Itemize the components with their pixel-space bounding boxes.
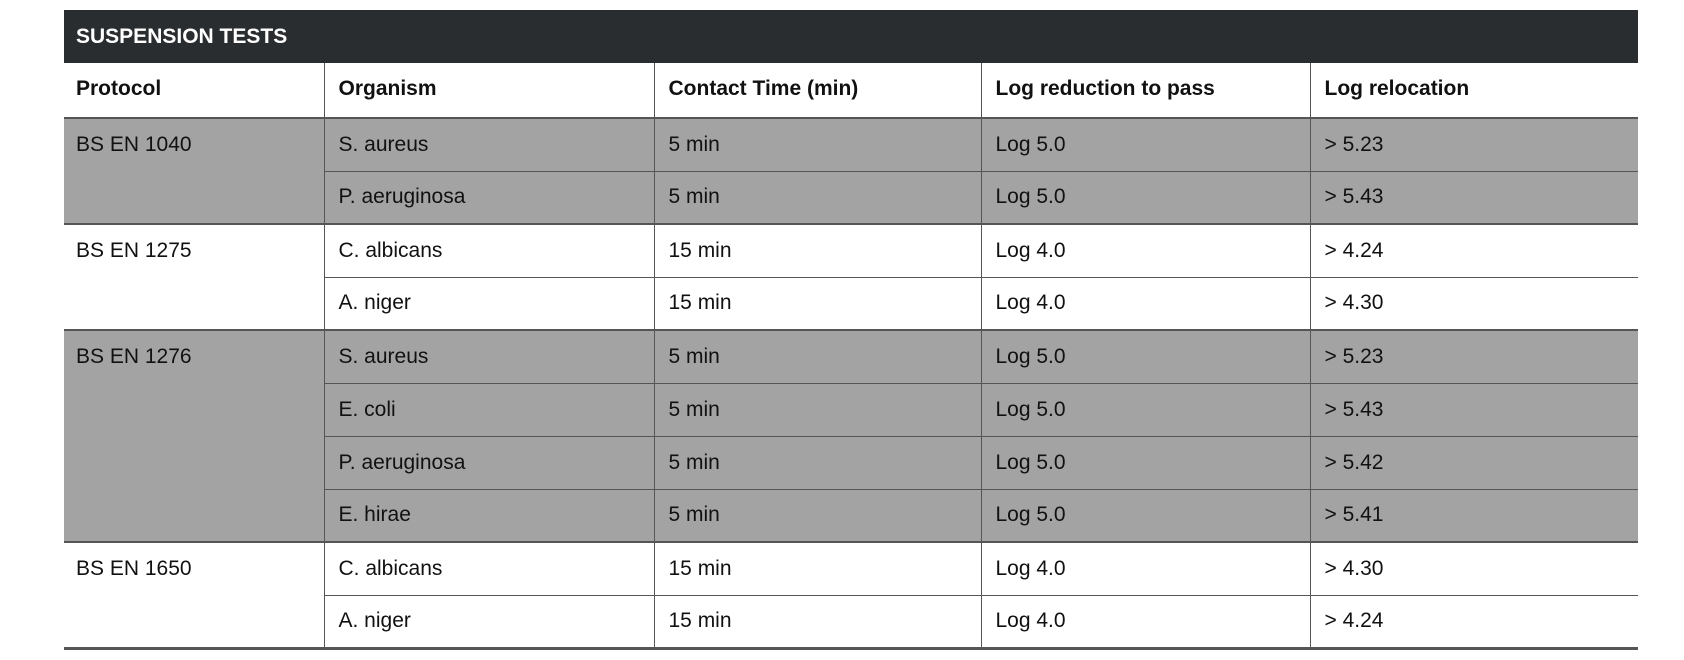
contact-time-cell: 15 min: [654, 542, 981, 595]
log-reduction-cell: Log 4.0: [981, 277, 1310, 330]
header-row: [64, 63, 1638, 118]
log-relocation-cell: > 5.42: [1310, 436, 1638, 489]
organism-cell: C. albicans: [324, 542, 654, 595]
header-contact-time: Contact Time (min): [654, 63, 981, 118]
suspension-tests-table: [64, 63, 1638, 650]
header-organism: Organism: [324, 63, 654, 118]
log-relocation-cell: > 5.41: [1310, 489, 1638, 542]
log-relocation-cell: > 4.30: [1310, 542, 1638, 595]
log-reduction-cell: Log 5.0: [981, 383, 1310, 436]
contact-time-cell: 5 min: [654, 489, 981, 542]
header-log-reduction: Log reduction to pass: [981, 63, 1310, 118]
organism-cell: P. aeruginosa: [324, 436, 654, 489]
organism-cell: S. aureus: [324, 330, 654, 383]
log-relocation-cell: > 5.43: [1310, 171, 1638, 224]
contact-time-cell: 15 min: [654, 277, 981, 330]
table-row: [64, 118, 1638, 171]
table-title: SUSPENSION TESTS: [64, 10, 1638, 63]
organism-cell: E. hirae: [324, 489, 654, 542]
protocol-cell: BS EN 1650: [64, 542, 324, 648]
organism-cell: P. aeruginosa: [324, 171, 654, 224]
log-reduction-cell: Log 5.0: [981, 489, 1310, 542]
header-protocol: Protocol: [64, 63, 324, 118]
organism-cell: S. aureus: [324, 118, 654, 171]
contact-time-cell: 5 min: [654, 383, 981, 436]
log-relocation-cell: > 5.23: [1310, 118, 1638, 171]
contact-time-cell: 5 min: [654, 330, 981, 383]
organism-cell: A. niger: [324, 277, 654, 330]
contact-time-cell: 5 min: [654, 171, 981, 224]
log-reduction-cell: Log 4.0: [981, 224, 1310, 277]
log-reduction-cell: Log 4.0: [981, 595, 1310, 648]
table-row: [64, 330, 1638, 383]
suspension-tests-table-container: [64, 10, 1638, 650]
log-reduction-cell: Log 5.0: [981, 118, 1310, 171]
log-reduction-cell: Log 5.0: [981, 436, 1310, 489]
organism-cell: E. coli: [324, 383, 654, 436]
log-reduction-cell: Log 5.0: [981, 171, 1310, 224]
log-relocation-cell: > 4.24: [1310, 224, 1638, 277]
contact-time-cell: 15 min: [654, 595, 981, 648]
table-row: [64, 542, 1638, 595]
log-relocation-cell: > 5.43: [1310, 383, 1638, 436]
log-relocation-cell: > 4.30: [1310, 277, 1638, 330]
protocol-cell: BS EN 1275: [64, 224, 324, 330]
contact-time-cell: 5 min: [654, 118, 981, 171]
contact-time-cell: 5 min: [654, 436, 981, 489]
protocol-cell: BS EN 1040: [64, 118, 324, 224]
organism-cell: C. albicans: [324, 224, 654, 277]
table-row: [64, 224, 1638, 277]
log-relocation-cell: > 4.24: [1310, 595, 1638, 648]
table-body: [64, 118, 1638, 648]
organism-cell: A. niger: [324, 595, 654, 648]
header-log-relocation: Log relocation: [1310, 63, 1638, 118]
log-reduction-cell: Log 5.0: [981, 330, 1310, 383]
contact-time-cell: 15 min: [654, 224, 981, 277]
protocol-cell: BS EN 1276: [64, 330, 324, 542]
log-relocation-cell: > 5.23: [1310, 330, 1638, 383]
log-reduction-cell: Log 4.0: [981, 542, 1310, 595]
